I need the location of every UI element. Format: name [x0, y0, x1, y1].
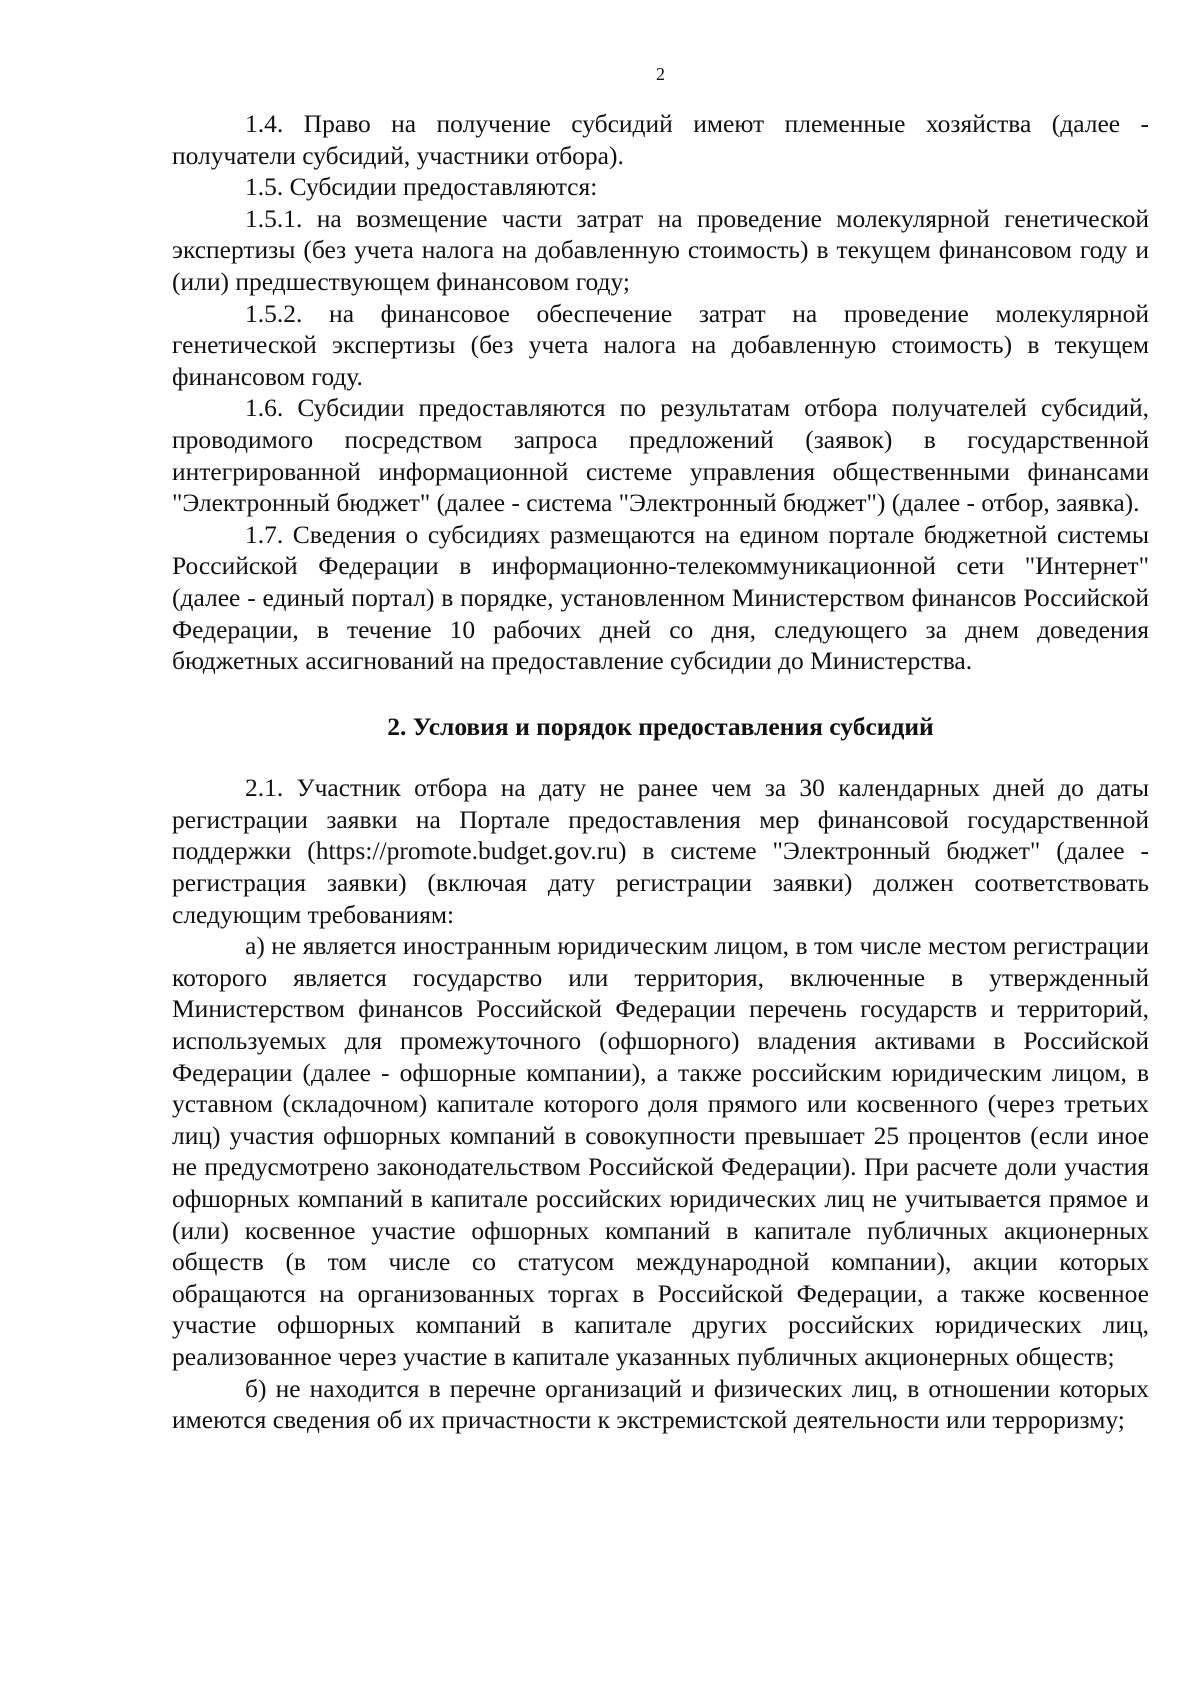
section-1-body — [172, 108, 1149, 677]
paragraph-1-5-2: 1.5.2. на финансовое обеспечение затрат на проведение молекулярной генетической экспертизы (без учета налога на добавленную стоимость) в текущем финансовом году. — [172, 298, 1149, 391]
paragraph-2-1: 2.1. Участник отбора на дату не ранее чем за 30 календарных дней до даты регистрации заявки на Портале предоставления мер финансовой государственной поддержки (https://promote.budget.gov.ru) в системе "Электронный бюджет" (далее - регистрация заявки) (включая дату регистрации заявки) должен соответствовать следующим требованиям: — [172, 773, 1149, 929]
section-2-heading: 2. Условия и порядок предоставления субсидий — [387, 711, 934, 741]
paragraph-1-5-1: 1.5.1. на возмещение части затрат на проведение молекулярной генетической экспертизы (без учета налога на добавленную стоимость) в текущем финансовом году и (или) предшествующем финансовом году; — [172, 203, 1149, 296]
paragraph-2-1-b: б) не находится в перечне организаций и физических лиц, в отношении которых имеются сведения об их причастности к экстремистской деятельности или терроризму; — [172, 1373, 1149, 1435]
page-number: 2 — [656, 64, 665, 84]
paragraph-1-5: 1.5. Субсидии предоставляются: — [245, 172, 598, 202]
document-page — [172, 62, 1149, 1436]
paragraph-2-1-a: а) не является иностранным юридическим лицом, в том числе местом регистрации которого является государство или территория, включенные в утвержденный Министерством финансов Российской Федерации перечень государств и территорий, используемых для промежуточного (офшорного) владения активами в Российской Федерации (далее - офшорные компании), а также российским юридическим лицом, в уставном (складочном) капитале которого доля прямого или косвенного (через третьих лиц) участия офшорных компаний в совокупности превышает 25 процентов (если иное не предусмотрено законодательством Российской Федерации). При расчете доли участия офшорных компаний в капитале российских юридических лиц не учитывается прямое и (или) косвенное участие офшорных компаний в капитале публичных акционерных обществ (в том числе со статусом международной компании), акции которых обращаются на организованных торгах в Российской Федерации, а также косвенное участие офшорных компаний в капитале других российских юридических лиц, реализованное через участие в капитале указанных публичных акционерных обществ; — [172, 931, 1149, 1371]
section-2-body — [172, 772, 1149, 1435]
paragraph-1-4: 1.4. Право на получение субсидий имеют племенные хозяйства (далее - получатели субсидий, участники отбора). — [172, 109, 1149, 170]
paragraph-1-7: 1.7. Сведения о субсидиях размещаются на едином портале бюджетной системы Российской Федерации в информационно-телекоммуникационной сети "Интернет" (далее - единый портал) в порядке, установленном Министерством финансов Российской Федерации, в течение 10 рабочих дней со дня, следующего за днем доведения бюджетных ассигнований на предоставление субсидии до Министерства. — [172, 519, 1149, 676]
paragraph-1-6: 1.6. Субсидии предоставляются по результатам отбора получателей субсидий, проводимого посредством запроса предложений (заявок) в государственной интегрированной информационной системе управления общественными финансами "Электронный бюджет" (далее - система "Электронный бюджет") (далее - отбор, заявка). — [172, 393, 1149, 518]
